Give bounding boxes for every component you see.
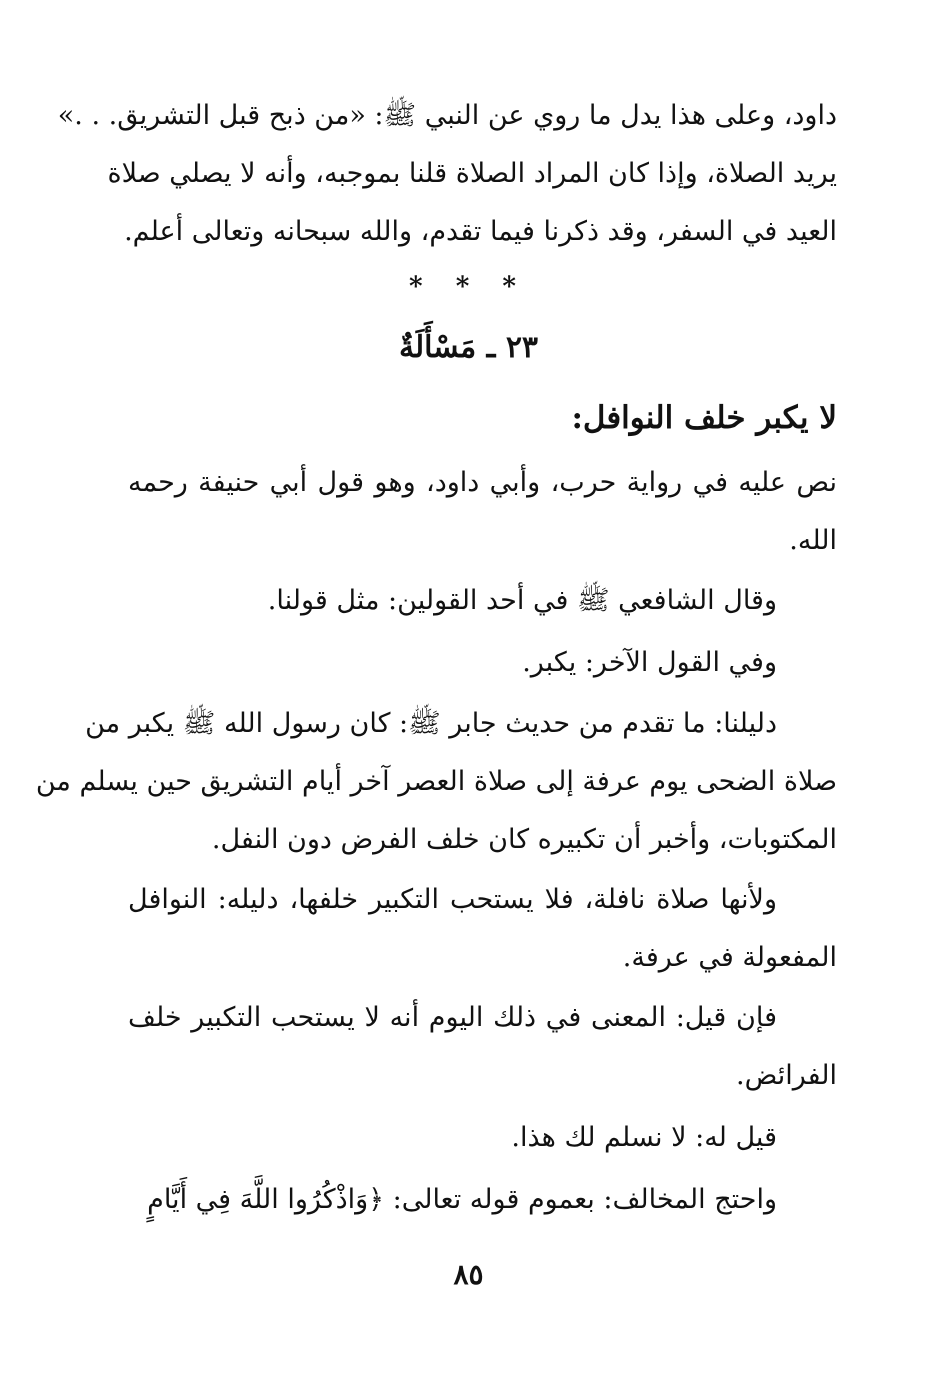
body-line-6: صلاة الضحى يوم عرفة إلى صلاة العصر آخر أيام التشريق حين يسلم من — [35, 766, 837, 797]
body-line-12: قيل له: لا نسلم لك هذا. — [511, 1122, 777, 1153]
masala-title: ٢٣ ـ مَسْأَلَةٌ — [398, 330, 539, 365]
intro-line-1: داود، وعلى هذا يدل ما روي عن النبي ﷺ: «من ذبح قبل التشريق. . .» — [57, 100, 837, 131]
body-line-9: المفعولة في عرفة. — [622, 942, 837, 973]
intro-line-3: العيد في السفر، وقد ذكرنا فيما تقدم، والله سبحانه وتعالى أعلم. — [124, 216, 837, 247]
page-number: ٨٥ — [453, 1258, 484, 1291]
body-line-13: واحتج المخالف: بعموم قوله تعالى: ﴿وَاذْكُرُوا اللَّهَ فِي أَيَّامٍ — [147, 1184, 777, 1215]
section-separator: * * * — [409, 272, 528, 302]
body-line-7: المكتوبات، وأخبر أن تكبيره كان خلف الفرض دون النفل. — [211, 824, 837, 855]
body-line-2: الله. — [789, 525, 837, 556]
intro-line-2: يريد الصلاة، وإذا كان المراد الصلاة قلنا بموجبه، وأنه لا يصلي صلاة — [107, 158, 837, 189]
body-line-8: ولأنها صلاة نافلة، فلا يستحب التكبير خلفها، دليله: النوافل — [128, 884, 777, 915]
body-line-10: فإن قيل: المعنى في ذلك اليوم أنه لا يستحب التكبير خلف — [128, 1002, 777, 1033]
section-heading: لا يكبر خلف النوافل: — [571, 400, 837, 436]
body-line-5: دليلنا: ما تقدم من حديث جابر ﷺ: كان رسول الله ﷺ يكبر من — [85, 708, 777, 739]
body-line-11: الفرائض. — [736, 1060, 837, 1091]
body-line-3: وقال الشافعي ﷺ في أحد القولين: مثل قولنا. — [267, 585, 777, 616]
body-line-4: وفي القول الآخر: يكبر. — [522, 647, 777, 678]
body-line-1: نص عليه في رواية حرب، وأبي داود، وهو قول أبي حنيفة رحمه — [128, 467, 837, 498]
